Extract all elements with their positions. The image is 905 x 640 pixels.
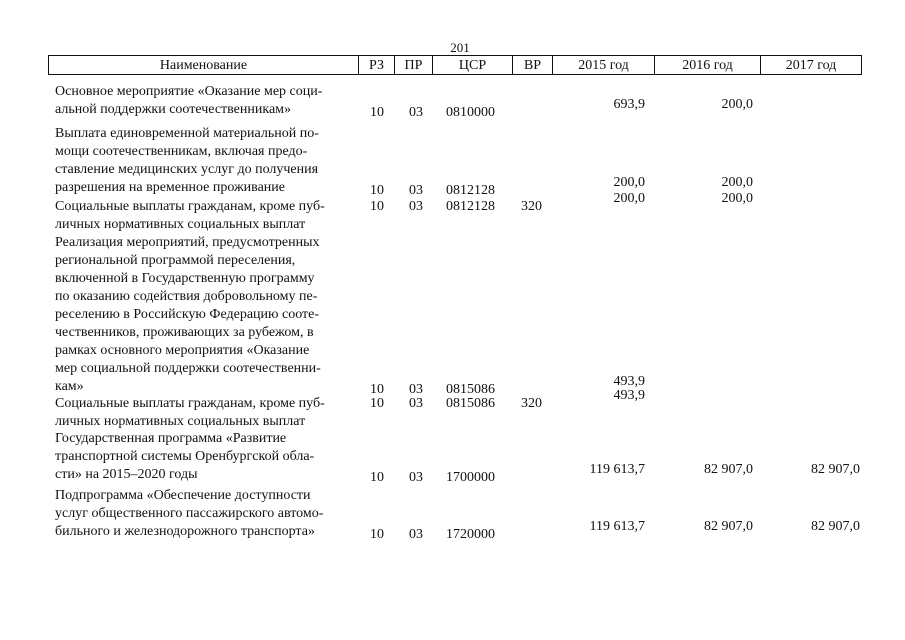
row-pr: 03 (409, 470, 423, 485)
row-vr: 320 (521, 199, 542, 214)
row-csr: 0812128 (446, 199, 495, 214)
header-csr: ЦСР (433, 56, 513, 74)
row-csr: 0815086 (446, 382, 495, 397)
row-2015: 119 613,7 (589, 519, 645, 534)
row-rz: 10 (370, 199, 384, 214)
row-2016: 200,0 (721, 175, 753, 190)
row-name-line: услуг общественного пассажирского автомо- (55, 506, 324, 521)
row-name-line: рамках основного мероприятия «Оказание (55, 343, 310, 358)
row-csr: 0810000 (446, 105, 495, 120)
row-name (55, 125, 355, 197)
row-name-line: Подпрограмма «Обеспечение доступности (55, 488, 311, 503)
table-row (0, 125, 905, 197)
row-name (55, 487, 355, 541)
page-number: 201 (450, 40, 470, 55)
row-name (55, 83, 355, 119)
row-pr: 03 (409, 183, 423, 198)
row-pr: 03 (409, 396, 423, 411)
row-name-line: региональной программой переселения, (55, 253, 296, 268)
row-name-line: чественников, проживающих за рубежом, в (55, 325, 314, 340)
row-name-line: по оказанию содействия добровольному пе- (55, 289, 318, 304)
row-rz: 10 (370, 396, 384, 411)
table-row (0, 487, 905, 541)
row-2015: 493,9 (613, 374, 645, 389)
row-2016: 82 907,0 (704, 462, 753, 477)
row-name-line: кам» (55, 379, 84, 394)
row-rz: 10 (370, 105, 384, 120)
row-name-line: транспортной системы Оренбургской обла- (55, 449, 315, 464)
row-name-line: личных нормативных социальных выплат (55, 217, 306, 232)
header-pr: ПР (395, 56, 433, 74)
row-name (55, 198, 355, 234)
header-name: Наименование (49, 56, 359, 74)
row-name (55, 395, 355, 431)
header-vr: ВР (513, 56, 553, 74)
row-name-line: сти» на 2015–2020 годы (55, 467, 198, 482)
row-name-line: Социальные выплаты гражданам, кроме пуб- (55, 199, 325, 214)
row-2016: 82 907,0 (704, 519, 753, 534)
row-csr: 1700000 (446, 470, 495, 485)
row-vr: 320 (521, 396, 542, 411)
row-pr: 03 (409, 199, 423, 214)
header-2016: 2016 год (655, 56, 761, 74)
row-name-line: мощи соотечественникам, включая предо- (55, 144, 308, 159)
row-name (55, 234, 355, 396)
row-name-line: Реализация мероприятий, предусмотренных (55, 235, 320, 250)
row-2017: 82 907,0 (811, 462, 860, 477)
table-row (0, 430, 905, 484)
row-name (55, 430, 355, 484)
row-name-line: личных нормативных социальных выплат (55, 414, 306, 429)
row-rz: 10 (370, 183, 384, 198)
row-2015: 200,0 (613, 175, 645, 190)
row-2016: 200,0 (721, 97, 753, 112)
row-2017: 82 907,0 (811, 519, 860, 534)
row-name-line: Государственная программа «Развитие (55, 431, 287, 446)
table-row (0, 191, 905, 234)
row-pr: 03 (409, 382, 423, 397)
header-2015: 2015 год (553, 56, 655, 74)
row-name-line: мер социальной поддержки соотечественни- (55, 361, 321, 376)
row-pr: 03 (409, 105, 423, 120)
row-name-line: реселению в Российскую Федерацию сооте- (55, 307, 319, 322)
row-name-line: Основное мероприятие «Оказание мер соци- (55, 84, 323, 99)
row-name-line: Социальные выплаты гражданам, кроме пуб- (55, 396, 325, 411)
row-pr: 03 (409, 527, 423, 542)
row-name-line: включенной в Государственную программу (55, 271, 315, 286)
row-2015: 493,9 (613, 388, 645, 403)
row-name-line: бильного и железнодорожного транспорта» (55, 524, 315, 539)
row-name-line: Выплата единовременной материальной по- (55, 126, 319, 141)
row-csr: 1720000 (446, 527, 495, 542)
row-name-line: разрешения на временное проживание (55, 180, 285, 195)
table-header (48, 55, 862, 75)
header-2017: 2017 год (785, 58, 837, 73)
row-2015: 119 613,7 (589, 462, 645, 477)
row-2015: 693,9 (613, 97, 645, 112)
row-csr: 0815086 (446, 396, 495, 411)
row-rz: 10 (370, 527, 384, 542)
row-csr: 0812128 (446, 183, 495, 198)
row-2015: 200,0 (613, 191, 645, 206)
row-name-line: ставление медицинских услуг до получения (55, 162, 319, 177)
row-2016: 200,0 (721, 191, 753, 206)
table-row (0, 234, 905, 396)
table-row (0, 83, 905, 119)
header-rz: РЗ (359, 56, 395, 74)
row-rz: 10 (370, 382, 384, 397)
row-name-line: альной поддержки соотечественникам» (55, 102, 292, 117)
row-rz: 10 (370, 470, 384, 485)
table-row (0, 388, 905, 431)
